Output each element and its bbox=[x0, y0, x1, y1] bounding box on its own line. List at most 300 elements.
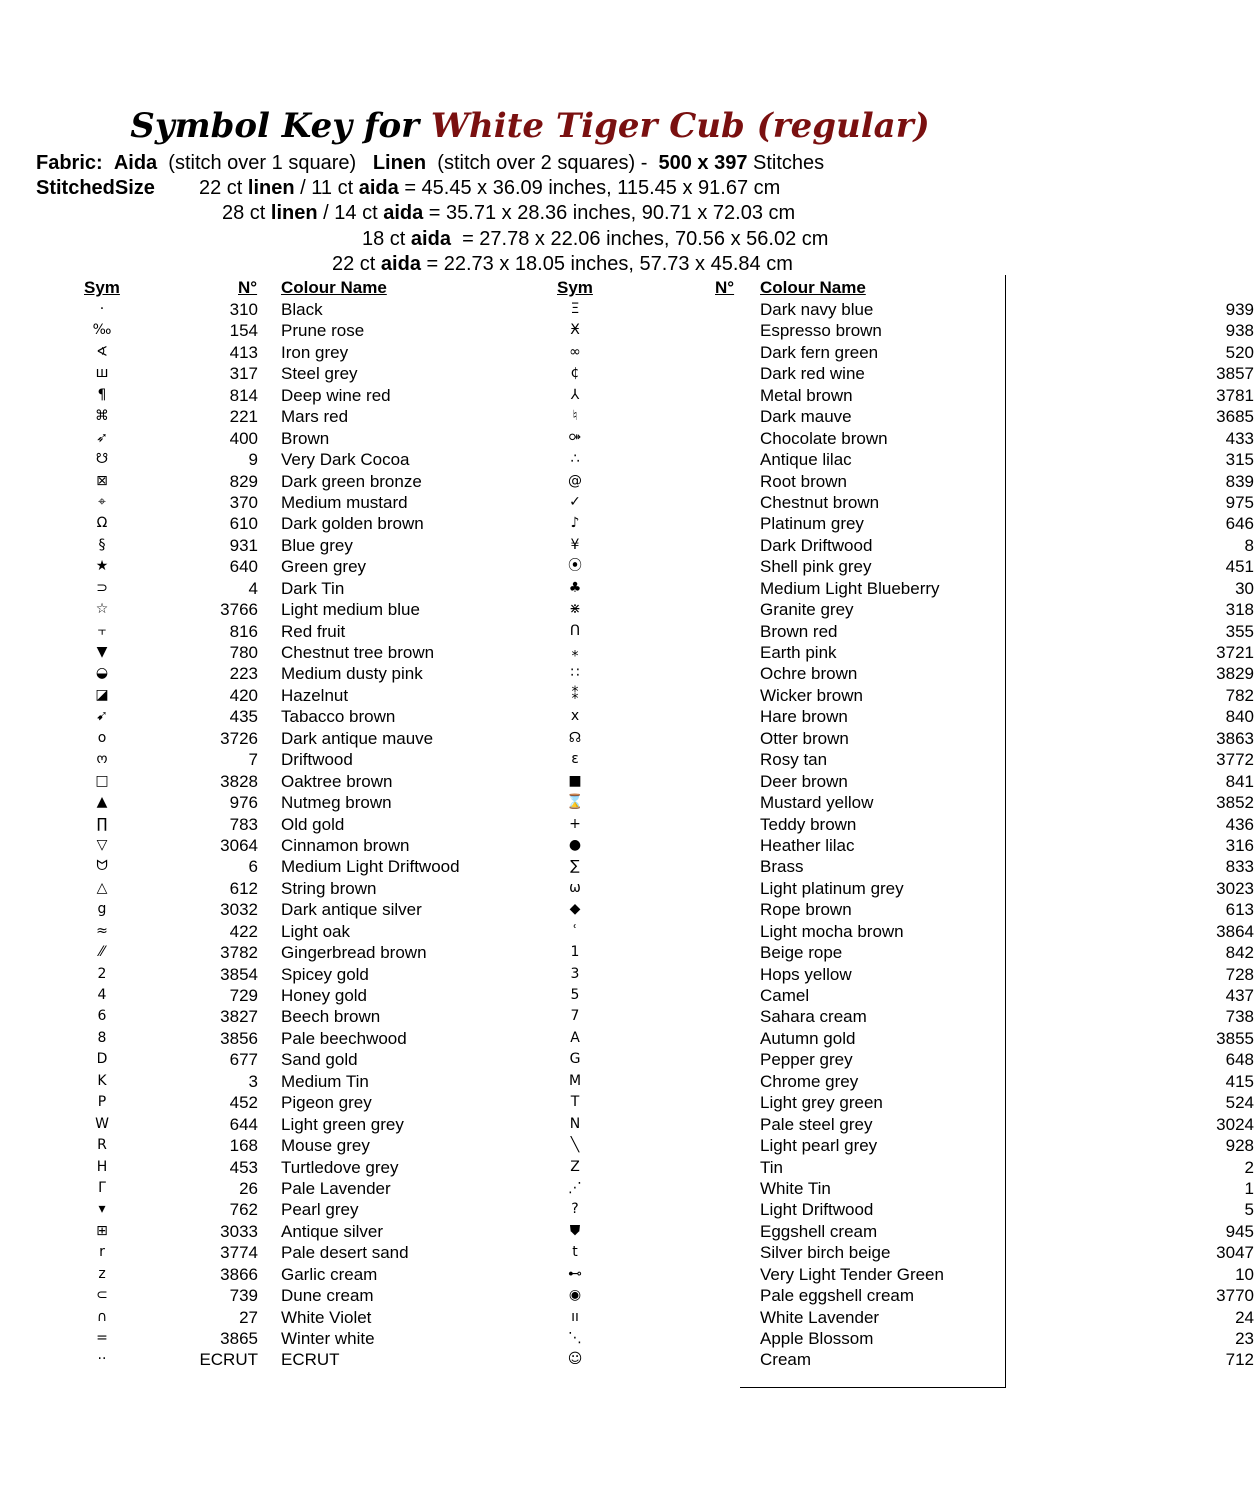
colour-name: Driftwood bbox=[281, 750, 353, 770]
table-row bbox=[480, 792, 1254, 813]
symbol-glyph: ·· bbox=[97, 1351, 107, 1368]
colour-name: Light pearl grey bbox=[760, 1136, 878, 1156]
colour-name: Antique silver bbox=[281, 1221, 384, 1241]
symbol-glyph: ε bbox=[571, 751, 579, 768]
symbol-glyph: P bbox=[97, 1094, 107, 1111]
table-row bbox=[0, 1221, 520, 1242]
colour-name: Beech brown bbox=[281, 1007, 381, 1027]
colour-name: Pale desert sand bbox=[281, 1243, 409, 1263]
colour-name: Chestnut brown bbox=[760, 492, 880, 512]
colour-name: Deep wine red bbox=[281, 385, 391, 405]
thread-number: 437 bbox=[1225, 986, 1254, 1005]
size-1-count: 22 ct bbox=[199, 177, 243, 199]
symbol-glyph: o bbox=[97, 729, 107, 746]
symbol-glyph: z bbox=[98, 1265, 106, 1282]
symbol-glyph: = bbox=[96, 1330, 108, 1346]
table-row bbox=[0, 599, 520, 620]
colour-name: Antique lilac bbox=[760, 450, 852, 470]
table-row bbox=[0, 1178, 520, 1199]
thread-number: 3855 bbox=[1216, 1028, 1254, 1048]
table-row bbox=[480, 942, 1254, 963]
thread-number: 644 bbox=[229, 1114, 258, 1134]
table-row bbox=[480, 1006, 1254, 1027]
table-bottom-border bbox=[740, 1387, 1006, 1388]
fabric-aida-note: (stitch over 1 square) bbox=[168, 152, 357, 174]
colour-name: White Violet bbox=[281, 1307, 372, 1327]
colour-name: White Lavender bbox=[760, 1307, 880, 1327]
symbol-glyph: ▾ bbox=[98, 1201, 106, 1218]
symbol-glyph: ◒ bbox=[95, 665, 109, 682]
colour-name: Dark golden brown bbox=[281, 514, 424, 534]
thread-number: 316 bbox=[1225, 835, 1254, 855]
thread-number: 453 bbox=[229, 1157, 258, 1177]
colour-name: Dark Tin bbox=[281, 578, 345, 598]
colour-name: Oaktree brown bbox=[281, 771, 393, 791]
thread-number: 782 bbox=[1225, 685, 1254, 705]
colour-name: Medium Light Driftwood bbox=[281, 857, 460, 877]
symbol-glyph: H bbox=[96, 1158, 108, 1175]
pattern-name: White Tiger Cub (regular) bbox=[430, 106, 930, 146]
colour-name: Dark fern green bbox=[760, 342, 879, 362]
colour-name: Light Driftwood bbox=[760, 1200, 874, 1220]
symbol-glyph: ⁄⁄ bbox=[99, 944, 105, 961]
colour-name: Steel grey bbox=[281, 364, 358, 384]
thread-number: 762 bbox=[229, 1200, 258, 1220]
thread-number: 783 bbox=[229, 814, 258, 834]
symbol-glyph: ∷ bbox=[570, 665, 580, 682]
colour-name: Dark Driftwood bbox=[760, 535, 873, 555]
thread-number: 221 bbox=[229, 407, 258, 427]
table-row bbox=[480, 835, 1254, 856]
table-row bbox=[480, 492, 1254, 513]
table-row bbox=[480, 320, 1254, 341]
symbol-glyph: ⊷ bbox=[568, 1265, 582, 1282]
thread-number: 729 bbox=[229, 986, 258, 1005]
symbol-glyph: ∏ bbox=[96, 815, 108, 832]
colour-name: Sand gold bbox=[281, 1050, 358, 1070]
colour-name: Red fruit bbox=[281, 621, 346, 641]
symbol-glyph: ‰ bbox=[92, 322, 112, 339]
colour-name: Dark red wine bbox=[760, 364, 865, 384]
symbol-glyph: ☊ bbox=[568, 729, 582, 746]
left-sym-header: Sym bbox=[84, 278, 120, 297]
table-row bbox=[480, 471, 1254, 492]
fabric-linen: Linen bbox=[372, 152, 427, 174]
colour-name: Camel bbox=[760, 986, 810, 1005]
colour-name: Tabacco brown bbox=[281, 707, 396, 727]
table-row bbox=[480, 1157, 1254, 1178]
symbol-glyph: 3 bbox=[570, 965, 580, 982]
thread-number: 3766 bbox=[220, 600, 258, 620]
colour-name: Medium Light Blueberry bbox=[760, 578, 940, 598]
symbol-glyph: ▼ bbox=[96, 644, 108, 660]
thread-number: 23 bbox=[1235, 1329, 1254, 1348]
symbol-glyph: ◉ bbox=[568, 1287, 582, 1304]
thread-number: 317 bbox=[229, 364, 258, 384]
colour-name: Dark antique mauve bbox=[281, 728, 434, 748]
table-row bbox=[480, 642, 1254, 663]
symbol-glyph: ⁑ bbox=[571, 686, 579, 703]
thread-number: 168 bbox=[229, 1136, 258, 1156]
table-row bbox=[0, 1307, 520, 1328]
thread-number: 3828 bbox=[220, 771, 258, 791]
table-row bbox=[0, 363, 520, 384]
table-row bbox=[0, 964, 520, 985]
table-row bbox=[480, 878, 1254, 899]
colour-name: Gingerbread brown bbox=[281, 943, 427, 963]
colour-name: Garlic cream bbox=[281, 1264, 378, 1284]
table-row bbox=[480, 1071, 1254, 1092]
table-row bbox=[0, 621, 520, 642]
size-line-2 bbox=[222, 201, 795, 225]
thread-number: 842 bbox=[1225, 943, 1254, 963]
symbol-glyph: ¢ bbox=[570, 365, 580, 382]
thread-number: 3721 bbox=[1216, 643, 1254, 662]
thread-number: 976 bbox=[229, 793, 258, 813]
symbol-glyph: ♣ bbox=[568, 579, 582, 596]
symbol-glyph: @ bbox=[568, 472, 582, 489]
symbol-glyph: ∞ bbox=[569, 343, 581, 360]
symbol-glyph: 8 bbox=[97, 1029, 107, 1046]
thread-number: 30 bbox=[1235, 578, 1254, 598]
colour-name: Tin bbox=[760, 1157, 783, 1177]
size-2-dims: = 35.71 x 28.36 inches, 90.71 x 72.03 cm bbox=[428, 202, 796, 224]
thread-number: 3770 bbox=[1216, 1286, 1254, 1306]
table-row bbox=[480, 749, 1254, 770]
colour-name: Silver birch beige bbox=[760, 1243, 891, 1263]
symbol-glyph: ⊠ bbox=[96, 472, 108, 489]
symbol-glyph: Ω bbox=[96, 515, 108, 532]
symbol-glyph: ■ bbox=[568, 772, 582, 789]
colour-name: Chestnut tree brown bbox=[281, 643, 435, 662]
table-row bbox=[480, 856, 1254, 877]
thread-number: 4 bbox=[248, 578, 258, 598]
table-row bbox=[480, 685, 1254, 706]
colour-name: Autumn gold bbox=[760, 1028, 856, 1048]
thread-number: 3 bbox=[248, 1071, 258, 1091]
right-name-header: Colour Name bbox=[760, 278, 866, 297]
table-row bbox=[0, 792, 520, 813]
colour-name: Eggshell cream bbox=[760, 1221, 878, 1241]
colour-name: Cinnamon brown bbox=[281, 835, 410, 855]
thread-number: 938 bbox=[1225, 321, 1254, 341]
table-row bbox=[0, 1092, 520, 1113]
table-row bbox=[0, 942, 520, 963]
colour-name: Hare brown bbox=[760, 707, 848, 727]
size-1-dims: = 45.45 x 36.09 inches, 115.45 x 91.67 cm bbox=[404, 177, 781, 199]
thread-number: 840 bbox=[1225, 707, 1254, 727]
symbol-glyph: K bbox=[97, 1072, 107, 1089]
colour-name: Blue grey bbox=[281, 535, 353, 555]
symbol-glyph: ო bbox=[96, 751, 108, 768]
colour-name: Light mocha brown bbox=[760, 921, 904, 941]
table-row bbox=[0, 921, 520, 942]
symbol-glyph: ⌖ bbox=[98, 493, 106, 510]
symbol-glyph: ≈ bbox=[96, 922, 108, 939]
colour-name: Dark mauve bbox=[760, 407, 852, 427]
symbol-glyph: Ξ bbox=[570, 301, 580, 317]
table-row bbox=[0, 406, 520, 427]
colour-name: Heather lilac bbox=[760, 835, 855, 855]
table-row bbox=[480, 1221, 1254, 1242]
table-row bbox=[480, 449, 1254, 470]
symbol-glyph: ıı bbox=[571, 1308, 579, 1325]
symbol-glyph: ☆ bbox=[95, 601, 109, 618]
symbol-glyph: Z bbox=[570, 1158, 580, 1175]
colour-name: Chrome grey bbox=[760, 1071, 859, 1091]
symbol-glyph: ◪ bbox=[95, 686, 109, 703]
thread-number: 435 bbox=[229, 707, 258, 727]
symbol-glyph: t bbox=[572, 1244, 578, 1261]
stitches-label: Stitches bbox=[753, 152, 825, 174]
left-name-header: Colour Name bbox=[281, 278, 387, 297]
colour-name: Earth pink bbox=[760, 643, 837, 662]
thread-number: 452 bbox=[229, 1093, 258, 1113]
thread-number: 436 bbox=[1225, 814, 1254, 834]
left-num-header: N° bbox=[238, 278, 258, 297]
symbol-glyph: ш bbox=[95, 365, 109, 382]
table-row bbox=[0, 835, 520, 856]
thread-number: 154 bbox=[229, 321, 258, 341]
colour-name: Pale Lavender bbox=[281, 1178, 391, 1198]
symbol-glyph: ▲ bbox=[96, 794, 108, 811]
colour-name: Old gold bbox=[281, 814, 345, 834]
symbol-glyph: ✓ bbox=[569, 493, 581, 510]
table-row bbox=[0, 492, 520, 513]
table-row bbox=[480, 985, 1254, 1006]
table-row bbox=[480, 1135, 1254, 1156]
colour-name: Prune rose bbox=[281, 321, 365, 341]
colour-name: Very Dark Cocoa bbox=[281, 450, 410, 470]
table-row bbox=[0, 1114, 520, 1135]
thread-number: 318 bbox=[1225, 600, 1254, 620]
symbol-glyph: W bbox=[95, 1115, 109, 1132]
symbol-glyph: ⊂ bbox=[96, 1287, 108, 1304]
table-row bbox=[0, 1285, 520, 1306]
thread-number: 370 bbox=[229, 492, 258, 512]
right-symbol-table bbox=[480, 299, 1254, 1371]
table-row bbox=[480, 1028, 1254, 1049]
table-row bbox=[0, 1242, 520, 1263]
thread-number: 3863 bbox=[1216, 728, 1254, 748]
table-row bbox=[0, 663, 520, 684]
colour-name: Wicker brown bbox=[760, 685, 863, 705]
table-row bbox=[0, 1071, 520, 1092]
thread-number: 928 bbox=[1225, 1136, 1254, 1156]
table-row bbox=[480, 535, 1254, 556]
table-row bbox=[0, 1028, 520, 1049]
size-2-linen: linen bbox=[270, 202, 318, 224]
colour-name: Spicey gold bbox=[281, 964, 369, 984]
table-row bbox=[480, 706, 1254, 727]
colour-name: Light medium blue bbox=[281, 600, 420, 620]
thread-number: 640 bbox=[229, 557, 258, 577]
thread-number: 27 bbox=[239, 1307, 258, 1327]
thread-number: 3864 bbox=[1216, 921, 1254, 941]
symbol-glyph: r bbox=[99, 1244, 105, 1261]
thread-number: 2 bbox=[1244, 1157, 1254, 1177]
thread-number: 728 bbox=[1225, 964, 1254, 984]
table-row bbox=[480, 406, 1254, 427]
table-row bbox=[480, 1242, 1254, 1263]
thread-number: 5 bbox=[1244, 1200, 1254, 1220]
thread-number: 739 bbox=[229, 1286, 258, 1306]
colour-name: Light grey green bbox=[760, 1093, 883, 1113]
stitched-size-label: StitchedSize bbox=[36, 177, 155, 199]
colour-name: White Tin bbox=[760, 1178, 831, 1198]
symbol-glyph: ⌘ bbox=[95, 408, 109, 425]
table-row bbox=[0, 1199, 520, 1220]
thread-number: 939 bbox=[1225, 300, 1254, 319]
size-2-mid: / 14 ct bbox=[323, 202, 378, 224]
colour-name: Light green grey bbox=[281, 1114, 404, 1134]
colour-name: Medium Tin bbox=[281, 1071, 369, 1091]
table-row bbox=[480, 663, 1254, 684]
symbol-glyph: ω bbox=[569, 879, 581, 896]
thread-number: 3866 bbox=[220, 1264, 258, 1284]
thread-number: 3856 bbox=[220, 1028, 258, 1048]
symbol-glyph: g bbox=[97, 901, 107, 918]
thread-number: 3047 bbox=[1216, 1243, 1254, 1263]
table-row bbox=[480, 599, 1254, 620]
thread-number: 945 bbox=[1225, 1221, 1254, 1241]
symbol-glyph: ¶ bbox=[97, 386, 107, 403]
colour-name: Mouse grey bbox=[281, 1136, 370, 1156]
symbol-glyph: ➶ bbox=[96, 429, 108, 446]
colour-name: Teddy brown bbox=[760, 814, 857, 834]
size-3-count: 18 ct bbox=[362, 228, 406, 250]
table-row bbox=[0, 578, 520, 599]
table-row bbox=[0, 1006, 520, 1027]
thread-number: 420 bbox=[229, 685, 258, 705]
symbol-glyph: ◆ bbox=[569, 901, 581, 918]
table-row bbox=[0, 1135, 520, 1156]
size-4-count: 22 ct bbox=[332, 253, 376, 275]
thread-number: 646 bbox=[1225, 514, 1254, 534]
symbol-glyph: ⁎ bbox=[571, 644, 579, 660]
table-row bbox=[480, 814, 1254, 835]
table-row bbox=[480, 899, 1254, 920]
thread-number: 524 bbox=[1225, 1093, 1254, 1113]
table-row bbox=[480, 342, 1254, 363]
table-row bbox=[0, 299, 520, 320]
table-row bbox=[480, 428, 1254, 449]
colour-name: Dark green bronze bbox=[281, 471, 422, 491]
table-row bbox=[480, 921, 1254, 942]
colour-name: Medium mustard bbox=[281, 492, 408, 512]
table-row bbox=[0, 1049, 520, 1070]
symbol-glyph: ⦿ bbox=[568, 558, 582, 575]
table-row bbox=[0, 685, 520, 706]
thread-number: 677 bbox=[229, 1050, 258, 1070]
symbol-glyph: ⋰ bbox=[568, 1179, 582, 1196]
colour-name: Pearl grey bbox=[281, 1200, 359, 1220]
colour-name: Dune cream bbox=[281, 1286, 374, 1306]
symbol-glyph: ʿ bbox=[572, 922, 578, 939]
thread-number: 613 bbox=[1225, 900, 1254, 920]
symbol-glyph: ⫟ bbox=[97, 622, 107, 639]
table-row bbox=[0, 1328, 520, 1349]
table-row bbox=[480, 1178, 1254, 1199]
symbol-glyph: ⊃ bbox=[96, 579, 108, 596]
symbol-glyph: ∑ bbox=[570, 858, 580, 875]
symbol-glyph: ∩ bbox=[96, 1308, 108, 1325]
table-row bbox=[0, 513, 520, 534]
size-1-aida: aida bbox=[358, 177, 399, 199]
thread-number: 3782 bbox=[220, 943, 258, 963]
table-row bbox=[480, 578, 1254, 599]
size-2-count: 28 ct bbox=[222, 202, 266, 224]
colour-name: Brass bbox=[760, 857, 804, 877]
thread-number: 3781 bbox=[1216, 385, 1254, 405]
table-row bbox=[0, 535, 520, 556]
symbol-glyph: § bbox=[98, 536, 106, 553]
table-row bbox=[0, 1349, 520, 1370]
symbol-glyph: ⋇ bbox=[569, 601, 581, 618]
symbol-glyph: ⚩ bbox=[569, 429, 581, 446]
table-row bbox=[0, 471, 520, 492]
symbol-glyph: 4 bbox=[97, 987, 107, 1003]
symbol-glyph: x bbox=[570, 708, 580, 725]
table-row bbox=[480, 728, 1254, 749]
symbol-glyph: A bbox=[570, 1029, 580, 1046]
size-line-4 bbox=[332, 252, 793, 276]
table-row bbox=[480, 964, 1254, 985]
symbol-glyph: ? bbox=[571, 1201, 579, 1218]
table-right-border bbox=[1005, 275, 1006, 1388]
symbol-glyph: D bbox=[96, 1051, 108, 1068]
symbol-glyph: △ bbox=[96, 879, 108, 896]
thread-number: 433 bbox=[1225, 428, 1254, 448]
symbol-glyph: ➹ bbox=[96, 708, 108, 725]
thread-number: 829 bbox=[229, 471, 258, 491]
colour-name: Platinum grey bbox=[760, 514, 864, 534]
thread-number: 3726 bbox=[220, 728, 258, 748]
colour-name: Hops yellow bbox=[760, 964, 852, 984]
thread-number: 9 bbox=[248, 450, 258, 470]
symbol-glyph: ⊞ bbox=[96, 1222, 108, 1239]
table-row bbox=[0, 642, 520, 663]
colour-name: Metal brown bbox=[760, 385, 853, 405]
symbol-glyph: N bbox=[569, 1115, 581, 1132]
size-3-aida: aida bbox=[410, 228, 451, 250]
thread-number: 3829 bbox=[1216, 664, 1254, 684]
thread-number: 315 bbox=[1225, 450, 1254, 470]
symbol-glyph: ♪ bbox=[570, 515, 580, 532]
symbol-glyph: + bbox=[569, 815, 581, 832]
symbol-glyph: ᗢ bbox=[96, 858, 108, 875]
thread-number: 415 bbox=[1225, 1071, 1254, 1091]
thread-number: 422 bbox=[229, 921, 258, 941]
colour-name: Hazelnut bbox=[281, 685, 349, 705]
table-row bbox=[0, 556, 520, 577]
colour-name: Very Light Tender Green bbox=[760, 1264, 944, 1284]
thread-number: 738 bbox=[1225, 1007, 1254, 1027]
thread-number: 3033 bbox=[220, 1221, 258, 1241]
table-row bbox=[480, 1349, 1254, 1370]
page-title bbox=[0, 106, 1060, 146]
thread-number: 833 bbox=[1225, 857, 1254, 877]
size-line-3 bbox=[362, 227, 828, 251]
colour-name: Nutmeg brown bbox=[281, 793, 392, 813]
table-row bbox=[480, 1264, 1254, 1285]
thread-number: 310 bbox=[229, 300, 258, 319]
colour-name: Espresso brown bbox=[760, 321, 882, 341]
thread-number: 3774 bbox=[220, 1243, 258, 1263]
size-1-linen: linen bbox=[247, 177, 295, 199]
colour-name: Light platinum grey bbox=[760, 878, 904, 898]
size-4-aida: aida bbox=[380, 253, 421, 275]
